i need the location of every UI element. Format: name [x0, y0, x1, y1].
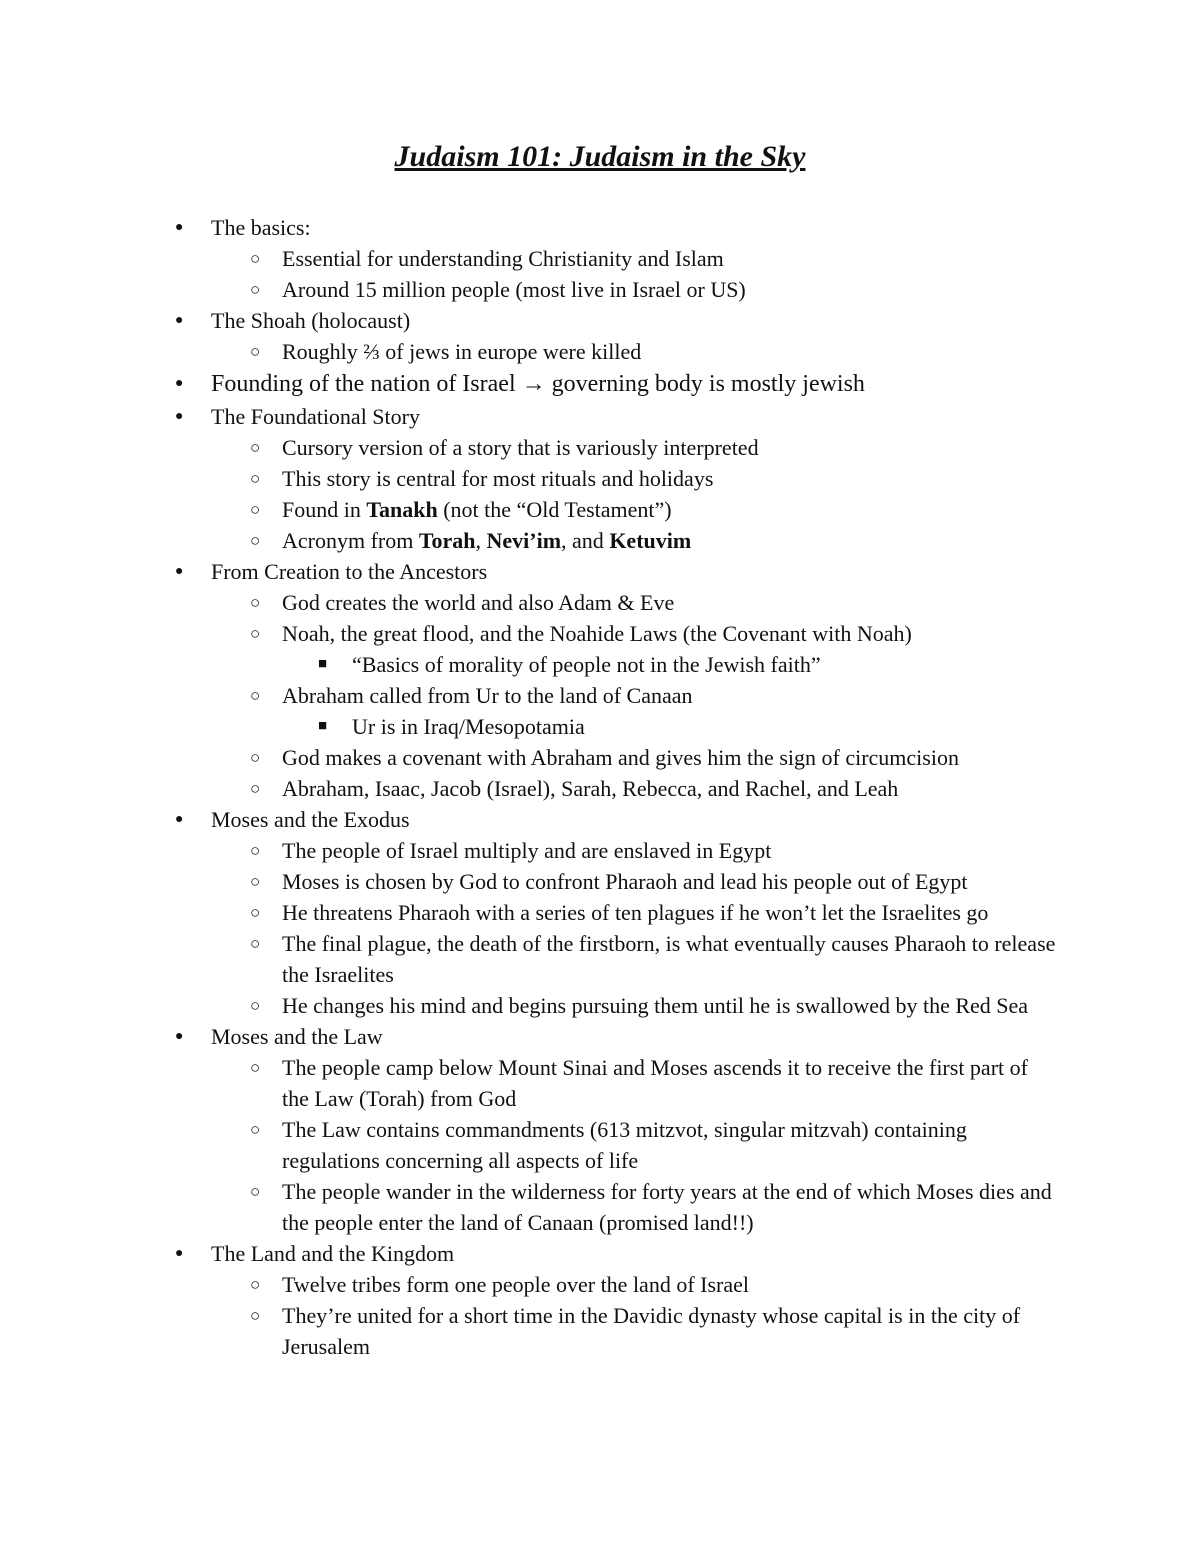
list-item	[0, 243, 1200, 274]
separator-text: , and	[561, 528, 610, 553]
bullet-icon: ○	[250, 934, 261, 953]
bullet-icon: ○	[250, 1120, 261, 1139]
item-text-post: (not the “Old Testament”)	[437, 497, 672, 522]
bullet-icon: ○	[250, 531, 261, 550]
item-text: God creates the world and also Adam & Eve	[282, 590, 675, 615]
item-text: The final plague, the death of the firstborn, is what eventually causes Pharaoh to release the Israelites	[282, 931, 1056, 987]
bullet-icon: ○	[250, 1182, 261, 1201]
item-text: The Law contains commandments (613 mitzvot, singular mitzvah) containing regulations concerning all aspects of life	[282, 1117, 967, 1173]
list-item	[0, 742, 1200, 773]
list-item	[0, 305, 1200, 336]
item-text: Founding of the nation of Israel → governing body is mostly jewish	[211, 371, 865, 397]
item-text: Abraham, Isaac, Jacob (Israel), Sarah, Rebecca, and Rachel, and Leah	[282, 776, 899, 801]
bullet-icon: ●	[175, 313, 184, 328]
list-item	[0, 835, 1200, 866]
item-text: Moses is chosen by God to confront Pharaoh and lead his people out of Egypt	[282, 869, 968, 894]
bullet-icon: ●	[175, 812, 184, 827]
item-text: From Creation to the Ancestors	[211, 559, 488, 584]
list-item	[0, 274, 1200, 305]
item-text: Abraham called from Ur to the land of Canaan	[282, 683, 693, 708]
bullet-icon: ○	[250, 1058, 261, 1077]
list-item	[0, 212, 1200, 243]
bullet-icon: ■	[318, 718, 328, 734]
list-item	[0, 711, 1200, 742]
bullet-icon: ○	[250, 342, 261, 361]
term-ketuvim: Ketuvim	[609, 528, 692, 553]
list-item	[0, 463, 1200, 494]
list-item	[0, 866, 1200, 897]
bullet-icon: ○	[250, 469, 261, 488]
bullet-icon: ○	[250, 1306, 261, 1325]
item-text: He threatens Pharaoh with a series of ten plagues if he won’t let the Israelites go	[282, 900, 989, 925]
term-tanakh: Tanakh	[366, 497, 438, 522]
list-item	[0, 928, 1200, 990]
bullet-icon: ○	[250, 686, 261, 705]
item-text: Essential for understanding Christianity and Islam	[282, 246, 724, 271]
bullet-icon: ○	[250, 872, 261, 891]
item-text: Around 15 million people (most live in Israel or US)	[282, 277, 746, 302]
bullet-icon: ○	[250, 280, 261, 299]
bullet-icon: ○	[250, 1275, 261, 1294]
page-title: Judaism 101: Judaism in the Sky	[394, 140, 806, 173]
list-item	[0, 367, 1200, 401]
item-text: Roughly ⅔ of jews in europe were killed	[282, 339, 642, 364]
item-text: Moses and the Law	[211, 1024, 383, 1049]
list-item	[0, 1238, 1200, 1269]
list-item	[0, 401, 1200, 432]
list-item	[0, 773, 1200, 804]
list-item	[0, 649, 1200, 680]
bullet-icon: ●	[175, 1029, 184, 1044]
bullet-icon: ○	[250, 903, 261, 922]
list-item	[0, 897, 1200, 928]
list-item	[0, 432, 1200, 463]
item-text: Moses and the Exodus	[211, 807, 410, 832]
item-text: Ur is in Iraq/Mesopotamia	[352, 714, 585, 739]
item-text: The people wander in the wilderness for forty years at the end of which Moses dies and the people enter the land of Canaan (promised land!!)	[282, 1179, 1052, 1235]
list-item	[0, 494, 1200, 525]
bullet-icon: ●	[175, 1246, 184, 1261]
item-text: The Shoah (holocaust)	[211, 308, 411, 333]
bullet-icon: ○	[250, 593, 261, 612]
item-text: “Basics of morality of people not in the Jewish faith”	[352, 652, 821, 677]
item-text-pre: Found in	[282, 497, 367, 522]
list-item	[0, 618, 1200, 649]
list-item	[0, 556, 1200, 587]
item-text-pre: Acronym from	[282, 528, 419, 553]
list-item	[0, 1300, 1200, 1362]
bullet-icon: ●	[175, 409, 184, 424]
list-item	[0, 990, 1200, 1021]
item-text: God makes a covenant with Abraham and gives him the sign of circumcision	[282, 745, 959, 770]
item-text: Cursory version of a story that is variously interpreted	[282, 435, 759, 460]
bullet-icon: ○	[250, 500, 261, 519]
list-item	[0, 336, 1200, 367]
list-item	[0, 1021, 1200, 1052]
bullet-icon: ○	[250, 748, 261, 767]
bullet-icon: ○	[250, 249, 261, 268]
item-text: He changes his mind and begins pursuing them until he is swallowed by the Red Sea	[282, 993, 1029, 1018]
item-text: They’re united for a short time in the Davidic dynasty whose capital is in the city of Jerusalem	[282, 1303, 1021, 1359]
bullet-icon: ●	[175, 376, 184, 391]
notes-outline	[0, 212, 1200, 1362]
bullet-icon: ○	[250, 996, 261, 1015]
bullet-icon: ●	[175, 564, 184, 579]
item-text: The Foundational Story	[211, 404, 420, 429]
bullet-icon: ○	[250, 779, 261, 798]
item-text: The basics:	[211, 215, 311, 240]
bullet-icon: ○	[250, 624, 261, 643]
item-text: The people camp below Mount Sinai and Moses ascends it to receive the first part of the Law (Torah) from God	[282, 1055, 1028, 1111]
list-item	[0, 804, 1200, 835]
item-text: Noah, the great flood, and the Noahide Laws (the Covenant with Noah)	[282, 621, 912, 646]
item-text: Twelve tribes form one people over the land of Israel	[282, 1272, 750, 1297]
bullet-icon: ○	[250, 438, 261, 457]
list-item	[0, 680, 1200, 711]
item-text: The people of Israel multiply and are enslaved in Egypt	[282, 838, 772, 863]
list-item	[0, 525, 1200, 556]
list-item	[0, 1114, 1200, 1176]
term-torah: Torah	[418, 528, 476, 553]
item-text: The Land and the Kingdom	[211, 1241, 455, 1266]
list-item	[0, 587, 1200, 618]
bullet-icon: ■	[318, 656, 328, 672]
bullet-icon: ○	[250, 841, 261, 860]
term-neviim: Nevi’im	[486, 528, 562, 553]
list-item	[0, 1052, 1200, 1114]
bullet-icon: ●	[175, 220, 184, 235]
item-text: This story is central for most rituals and holidays	[282, 466, 714, 491]
list-item	[0, 1176, 1200, 1238]
list-item	[0, 1269, 1200, 1300]
separator-text: ,	[475, 528, 487, 553]
